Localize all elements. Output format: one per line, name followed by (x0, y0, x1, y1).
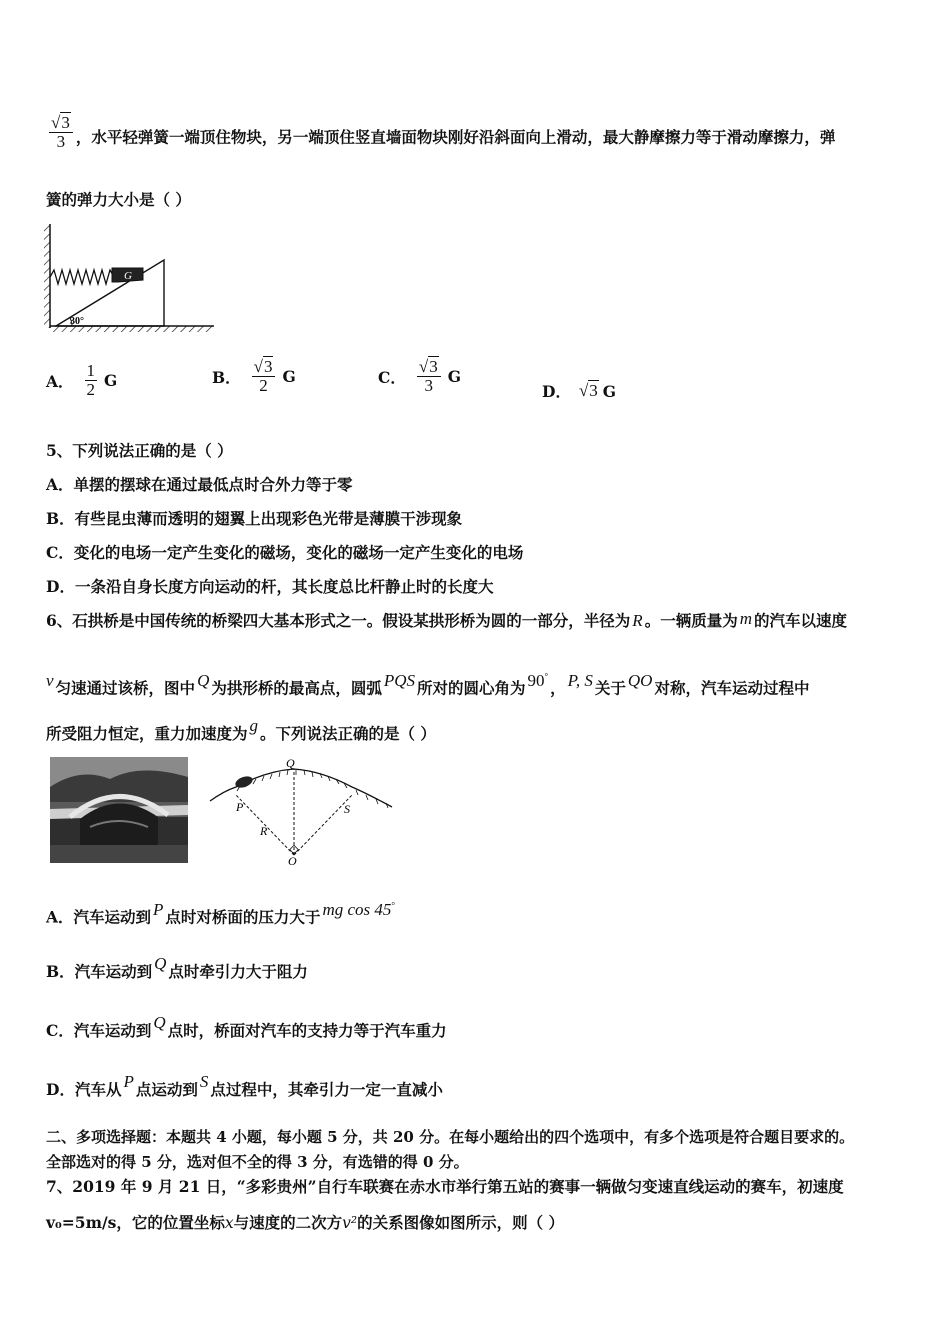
arch-bridge-diagram (206, 755, 396, 867)
label-q: Q (286, 756, 295, 770)
q5-option-d[interactable]: D．一条沿自身长度方向运动的杆，其长度总比杆静止时的长度大 (46, 577, 494, 596)
block-label: G (124, 270, 132, 282)
q6-stem-line3: 所受阻力恒定，重力加速度为 g 。下列说法正确的是（ ） (46, 716, 436, 743)
q4-option-b[interactable]: B． $\frac{√3}{2}$ G (212, 357, 296, 395)
car (234, 774, 254, 790)
q6-option-c[interactable]: C．汽车运动到 Q 点时，桥面对汽车的支持力等于汽车重力 (46, 1013, 447, 1040)
section2-instructions-line2: 全部选对的得 5 分，选对但不全的得 3 分，有选错的得 0 分。 (46, 1153, 469, 1171)
label-o: O (288, 854, 297, 867)
q6-option-a[interactable]: A．汽车运动到 P 点时对桥面的压力大于 mg cos 45° (46, 899, 395, 927)
q4-stem-line1: $\frac{√3}{3}$ ，水平轻弹簧一端顶住物块，另一端顶住竖直墙面物块刚好沿斜面向上滑动，最大静摩擦力等于滑动摩擦力，弹 (51, 113, 836, 151)
q5-stem: 5、下列说法正确的是（ ） (46, 441, 233, 460)
fraction-sqrt3-over-3: $\frac{√3}{3}$ (49, 114, 73, 151)
q6-option-b[interactable]: B．汽车运动到 Q 点时牵引力大于阻力 (46, 954, 308, 981)
q4-stem-line2: 簧的弹力大小是（ ） (46, 190, 191, 209)
section2-instructions-line1: 二、多项选择题：本题共 4 小题，每小题 5 分，共 20 分。在每小题给出的四个选项中，有多个选项是符合题目要求的。 (46, 1128, 855, 1146)
spring-incline-figure (44, 222, 216, 334)
label-s: S (344, 802, 350, 816)
q5-option-c[interactable]: C．变化的电场一定产生变化的磁场，变化的磁场一定产生变化的电场 (46, 543, 524, 562)
q6-stem-line2: v 匀速通过该桥，图中 Q 为拱形桥的最高点，圆弧 PQS 所对的圆心角为 90°， P, S 关于 QO 对称，汽车运动过程中 (46, 670, 810, 698)
wall-hatch (44, 224, 50, 328)
q4-option-c[interactable]: C． $\frac{√3}{3}$ G (378, 357, 461, 395)
q4-option-a[interactable]: A． $\frac{1}{2}$ G (46, 361, 118, 399)
stone-bridge-photo (50, 757, 188, 863)
q4-option-d[interactable]: D． √3 G (542, 381, 617, 401)
q5-option-b[interactable]: B．有些昆虫薄而透明的翅翼上出现彩色光带是薄膜干涉现象 (46, 509, 463, 528)
q6-stem-line1: 6、石拱桥是中国传统的桥梁四大基本形式之一。假设某拱形桥为圆的一部分，半径为 R 。一辆质量为 m 的汽车以速度 (46, 609, 847, 630)
q5-option-a[interactable]: A．单摆的摆球在通过最低点时合外力等于零 (46, 475, 353, 494)
angle-label: 30° (70, 316, 84, 327)
spring (50, 270, 114, 284)
label-r: R (260, 824, 268, 838)
q7-stem-line1: 7、2019 年 9 月 21 日，“多彩贵州”自行车联赛在赤水市举行第五站的赛事一辆做匀变速直线运动的赛车，初速度 (46, 1177, 844, 1196)
q6-option-d[interactable]: D．汽车从 P 点运动到 S 点过程中，其牵引力一定一直减小 (46, 1072, 443, 1099)
label-p: P (236, 800, 244, 814)
q7-stem-line2: v₀=5m/s，它的位置坐标x与速度的二次方v²的关系图像如图所示，则（ ） (46, 1213, 565, 1232)
